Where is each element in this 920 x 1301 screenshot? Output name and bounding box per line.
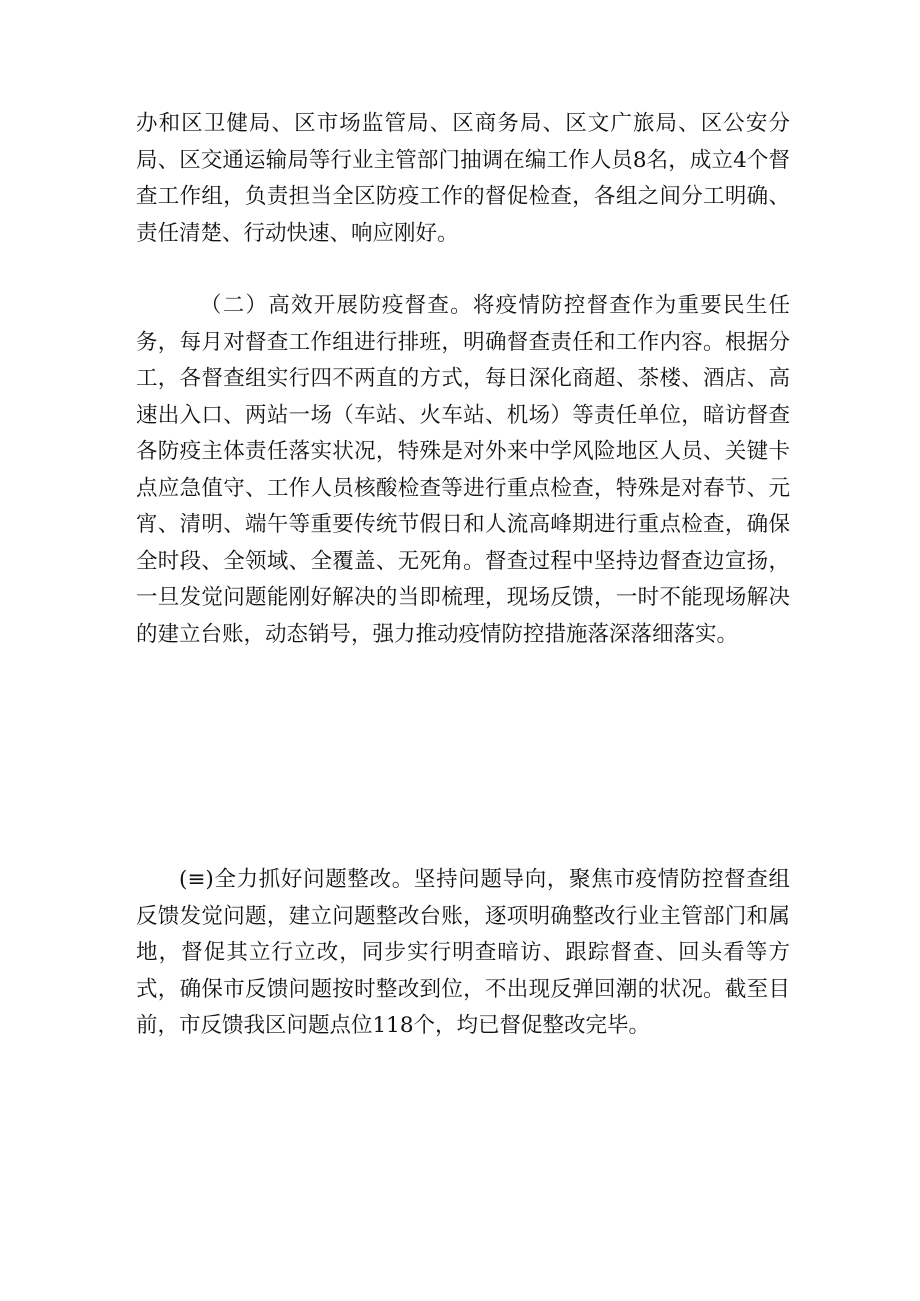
paragraph-rectification: (≡)全力抓好问题整改。坚持问题导向，聚焦市疫情防控督查组反馈发觉问题，建立问题整改台账，逐项明确整改行业主管部门和属地，督促其立行立改，同步实行明查暗访、跟踪督查、回头看等方式，确保市反馈问题按时整改到位，不出现反弹回潮的状况。截至目前，市反馈我区问题点位118个，均已督促整改完毕。 xyxy=(136,867,790,1038)
paragraph-inspection: （二）高效开展防疫督查。将疫情防控督查作为重要民生任务，每月对督查工作组进行排班，明确督查责任和工作内容。根据分工，各督查组实行四不两直的方式，每日深化商超、茶楼、酒店、高速出入口、两站一场（车站、火车站、机场）等责任单位，暗访督查各防疫主体责任落实状况，特殊是对外来中学风险地区人员、关键卡点应急值守、工作人员核酸检查等进行重点检查，特殊是对春节、元宵、清明、端午等重要传统节假日和人流高峰期进行重点检查，确保全时段、全领域、全覆盖、无死角。督查过程中坚持边督查边宣扬，一旦发觉问题能刚好解决的当即梳理，现场反馈，一时不能现场解决的建立台账，动态销号，强力推动疫情防控措施落深落细落实。 xyxy=(136,293,790,647)
paragraph-continuation: 办和区卫健局、区市场监管局、区商务局、区文广旅局、区公安分局、区交通运输局等行业主管部门抽调在编工作人员8名，成立4个督查工作组，负责担当全区防疫工作的督促检查，各组之间分工明确、责任清楚、行动快速、响应刚好。 xyxy=(136,111,790,246)
